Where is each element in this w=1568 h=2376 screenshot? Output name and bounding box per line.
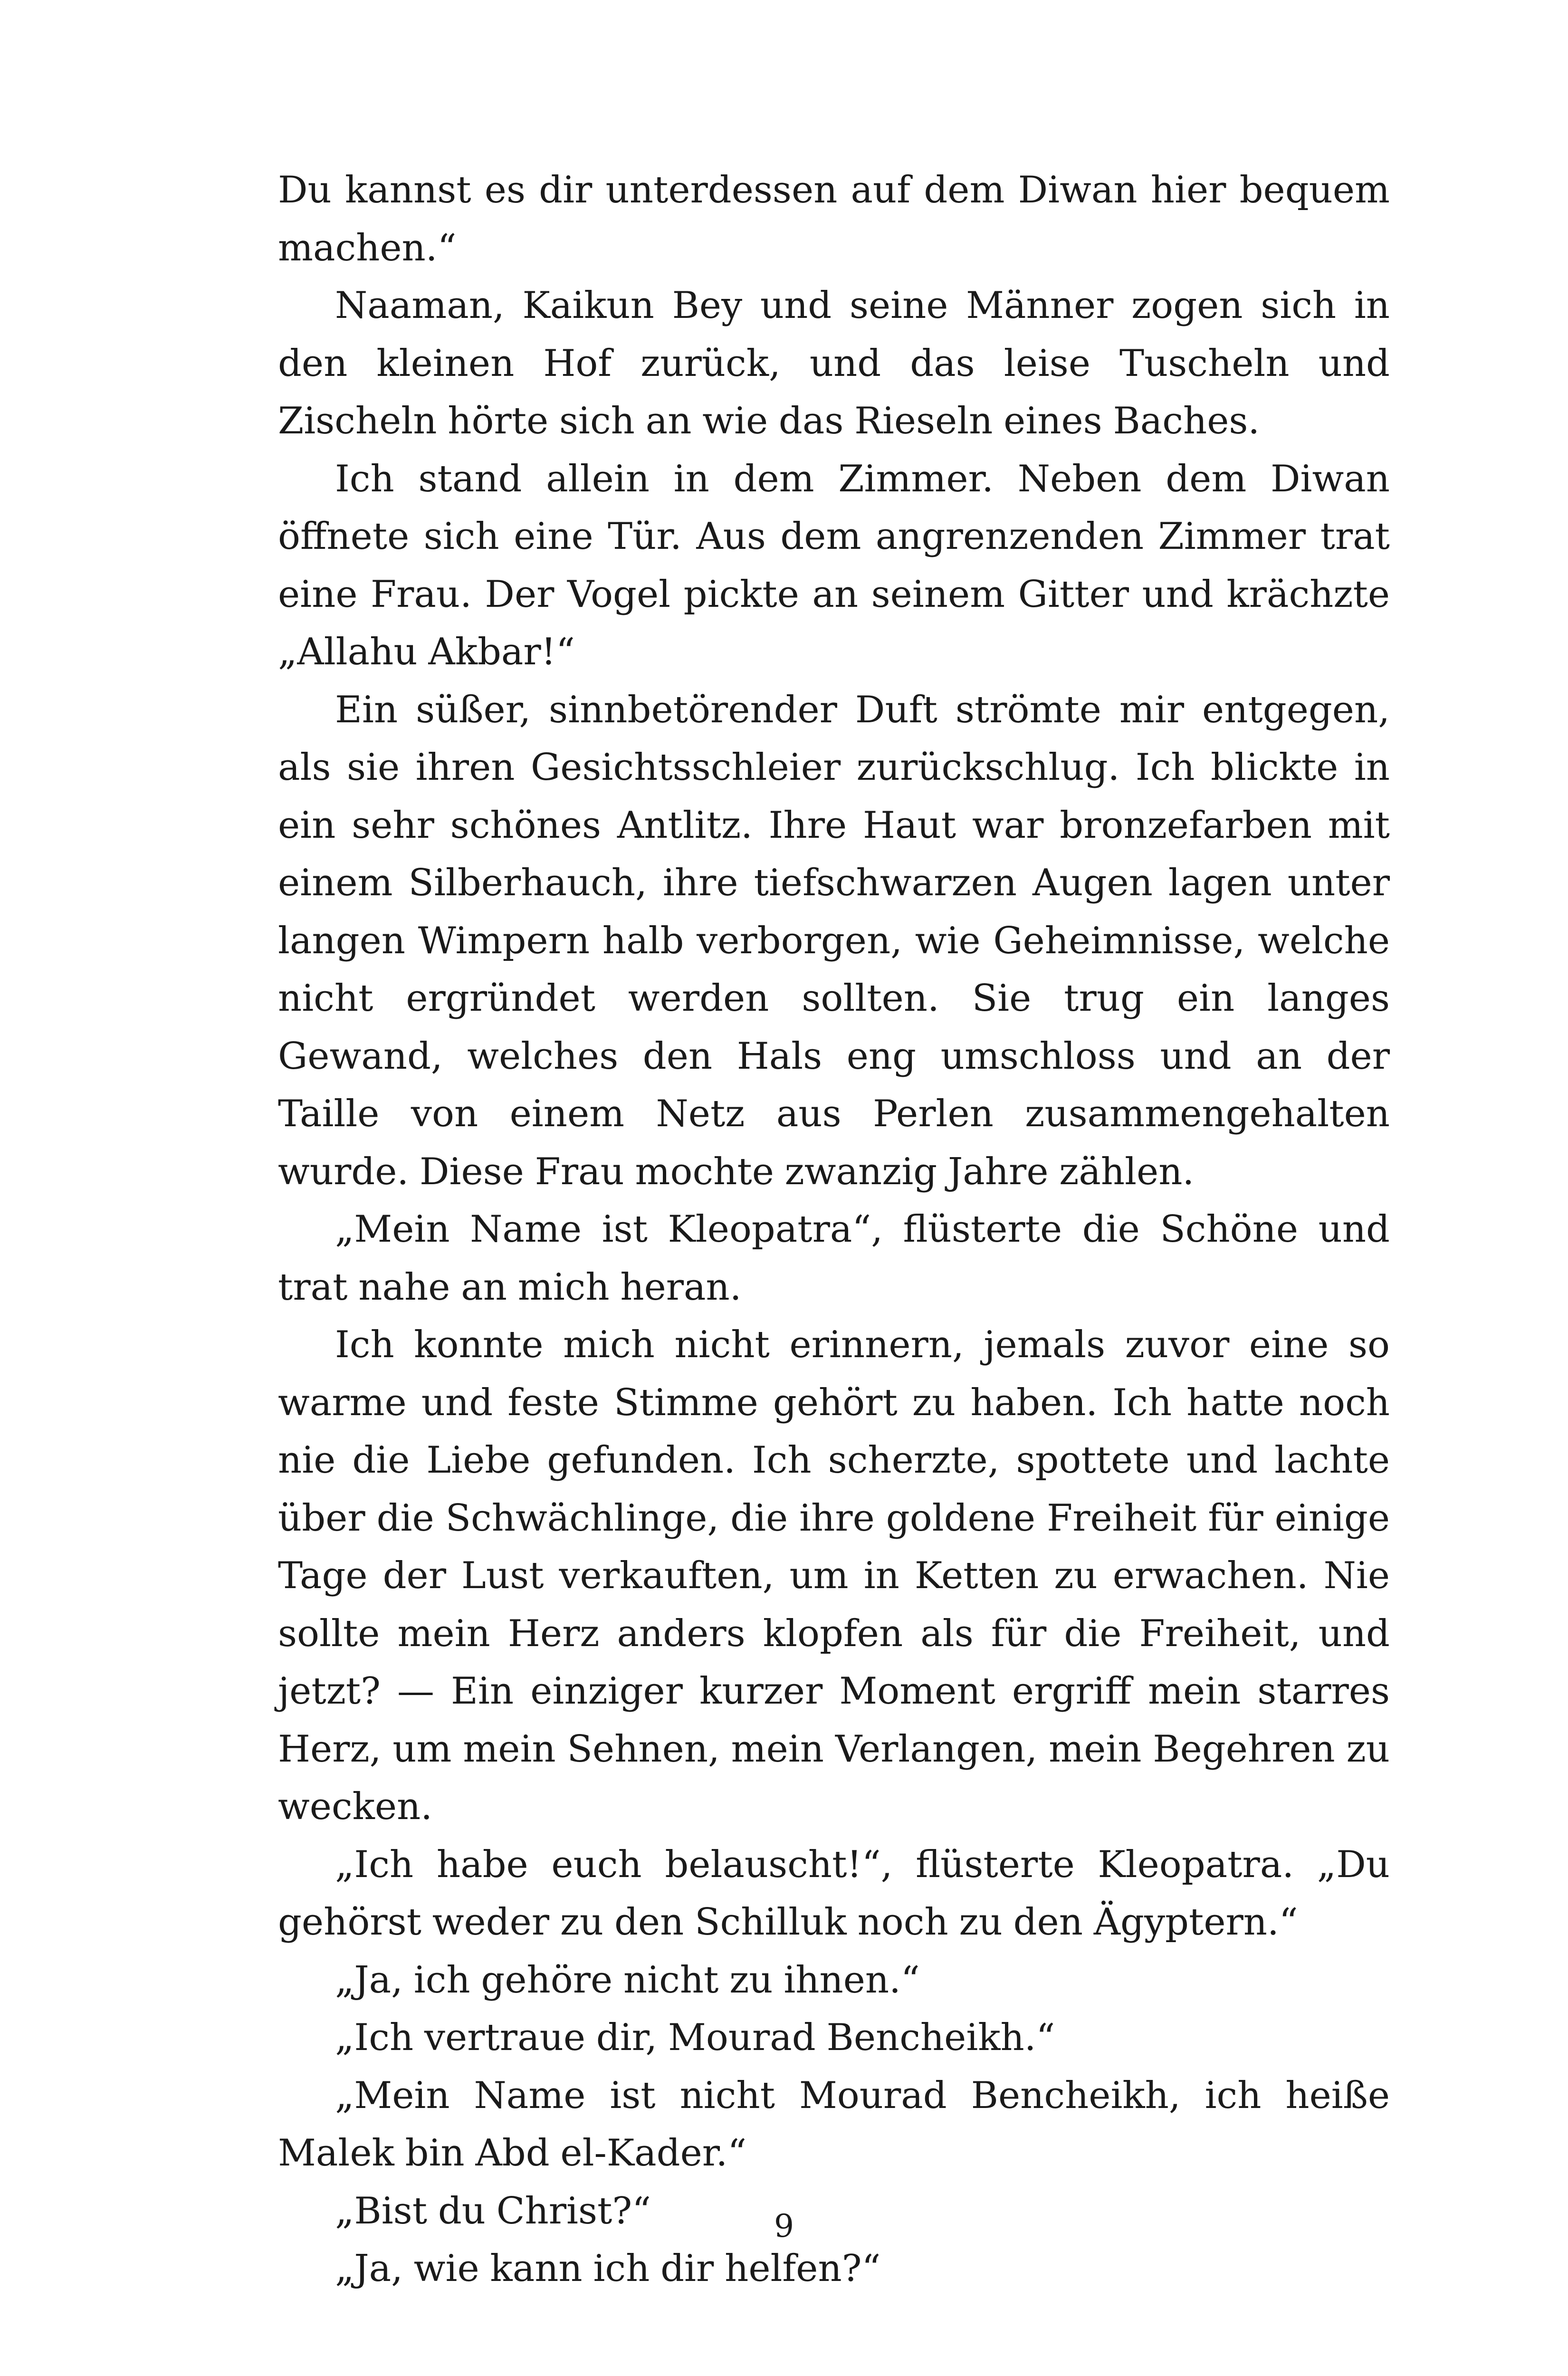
- paragraph: Ein süßer, sinnbetörender Duft strömte mir entgegen, als sie ihren Gesichtsschleier zurückschlug. Ich blickte in ein sehr schönes Antlitz. Ihre Haut war bronzefarben mit einem Silberhauch, ihre tiefschwarzen Augen lagen unter langen Wimpern halb verborgen, wie Geheimnisse, welche nicht ergründet werden sollten. Sie trug ein langes Gewand, welches den Hals eng umschloss und an der Taille von einem Netz aus Perlen zusammengehalten wurde. Diese Frau mochte zwanzig Jahre zählen.: [278, 688, 1390, 1193]
- paragraph: „Ich vertraue dir, Mourad Bencheikh.“: [335, 2016, 1055, 2059]
- paragraph: „Mein Name ist Kleopatra“, flüsterte die Schöne und trat nahe an mich heran.: [278, 1208, 1390, 1309]
- paragraph: „Ich habe euch belauscht!“, flüsterte Kleopatra. „Du gehörst weder zu den Schilluk noch zu den Ägyptern.“: [278, 1843, 1390, 1944]
- paragraph: Ich konnte mich nicht erinnern, jemals zuvor eine so warme und feste Stimme gehört zu haben. Ich hatte noch nie die Liebe gefunden. Ich scherzte, spottete und lachte über die Schwächlinge, die ihre goldene Freiheit für einige Tage der Lust verkauften, um in Ketten zu erwachen. Nie sollte mein Herz anders klopfen als für die Freiheit, und jetzt? — Ein einziger kurzer Moment ergriff mein starres Herz, um mein Sehnen, mein Verlangen, mein Begehren zu wecken.: [278, 1323, 1390, 1828]
- page-number: 9: [774, 2208, 794, 2244]
- paragraph: „Mein Name ist nicht Mourad Bencheikh, ich heiße Malek bin Abd el-Kader.“: [278, 2074, 1390, 2175]
- body-text: [278, 162, 1390, 2298]
- paragraph: Ich stand allein in dem Zimmer. Neben dem Diwan öffnete sich eine Tür. Aus dem angrenzenden Zimmer trat eine Frau. Der Vogel pickte an seinem Gitter und krächzte „Allahu Akbar!“: [278, 457, 1390, 673]
- paragraph: „Bist du Christ?“: [335, 2189, 651, 2232]
- paragraph: Naaman, Kaikun Bey und seine Männer zogen sich in den kleinen Hof zurück, und das leise Tuscheln und Zischeln hörte sich an wie das Rieseln eines Baches.: [278, 284, 1390, 442]
- paragraph: „Ja, ich gehöre nicht zu ihnen.“: [335, 1958, 920, 2002]
- paragraph: „Ja, wie kann ich dir helfen?“: [335, 2247, 881, 2290]
- paragraph: Du kannst es dir unterdessen auf dem Diwan hier bequem machen.“: [278, 169, 1390, 269]
